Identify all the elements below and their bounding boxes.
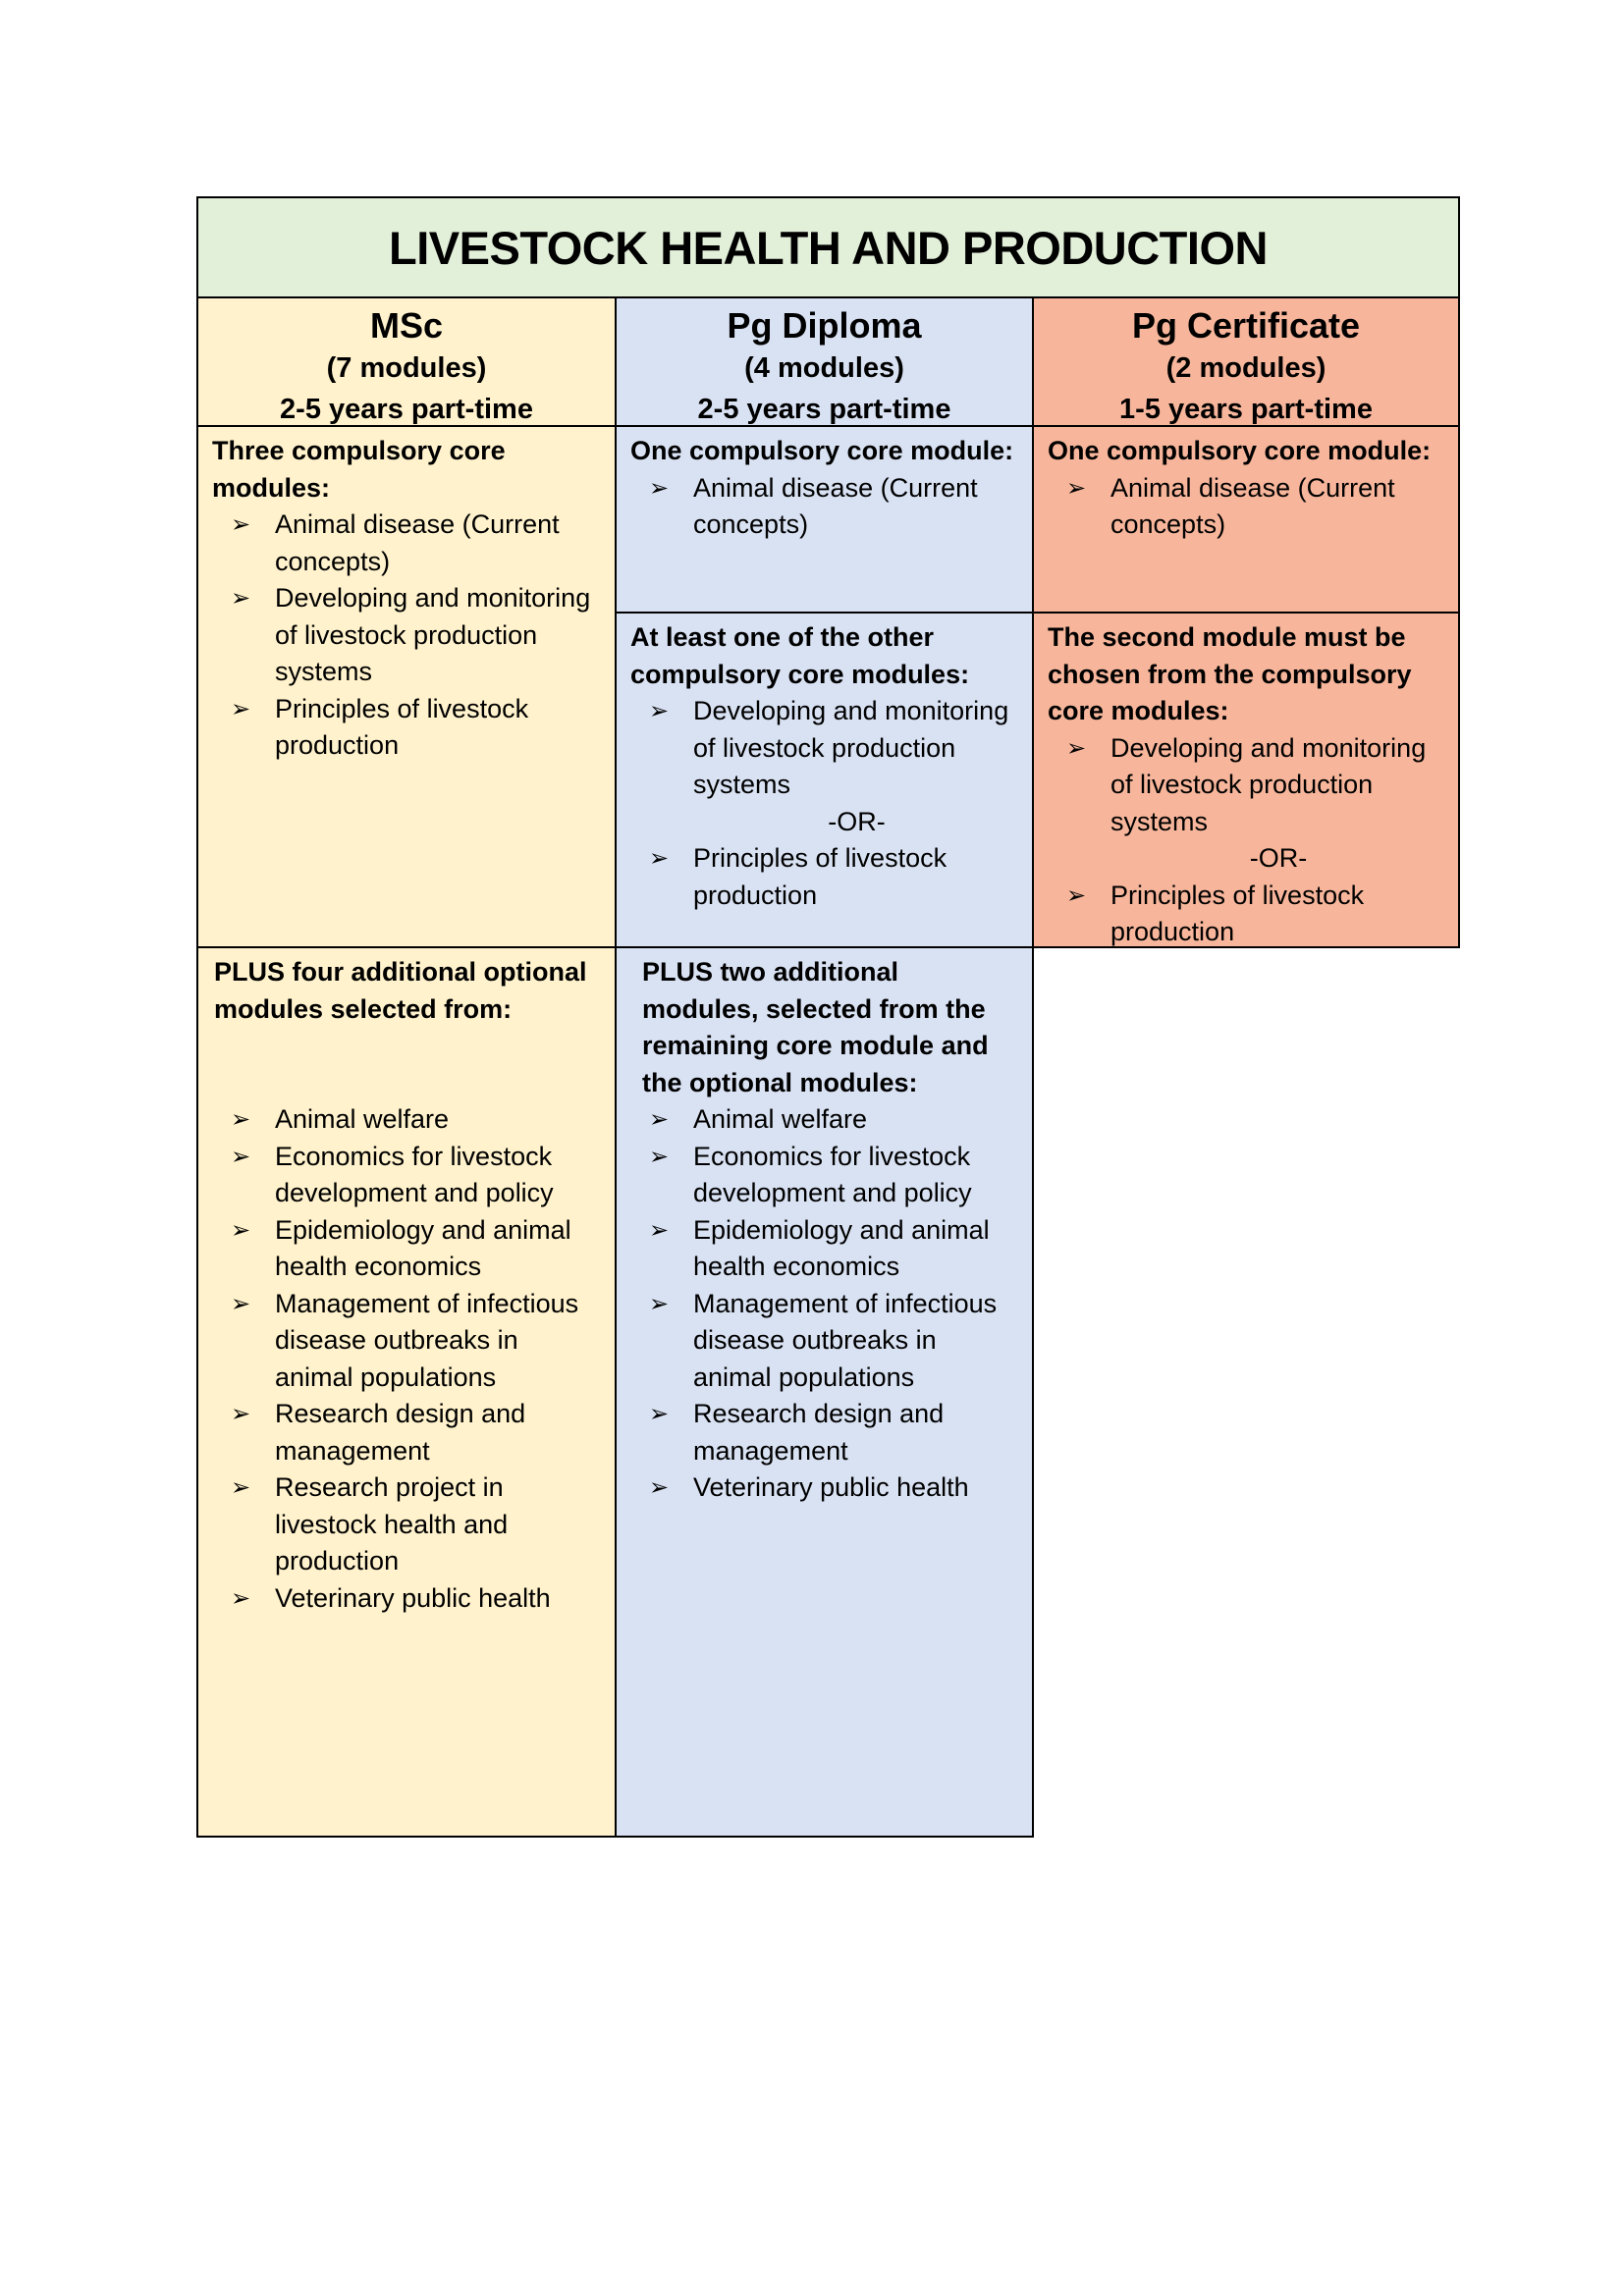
- diploma-core-cell: [615, 425, 1034, 614]
- msc-header: [196, 296, 617, 427]
- certificate-second-list-2: [1048, 878, 1446, 951]
- list-item: ➢ Research design and management: [212, 1396, 603, 1469]
- certificate-modules: (2 modules): [1165, 352, 1326, 384]
- msc-core-list: [212, 507, 603, 765]
- arrow-bullet-icon: ➢: [230, 511, 251, 538]
- msc-modules: (7 modules): [326, 352, 487, 384]
- list-item: ➢ Research project in livestock health and production: [212, 1469, 603, 1580]
- list-item: ➢ Principles of livestock production: [1048, 878, 1446, 951]
- list-item: ➢ Economics for livestock development and policy: [212, 1139, 603, 1212]
- arrow-bullet-icon: ➢: [648, 474, 670, 502]
- list-item: ➢ Developing and monitoring of livestock production systems: [630, 693, 1020, 804]
- arrow-bullet-icon: ➢: [1065, 474, 1087, 502]
- arrow-bullet-icon: ➢: [648, 1290, 670, 1317]
- list-item: ➢ Animal disease (Current concepts): [212, 507, 603, 580]
- spacer: [212, 1028, 603, 1101]
- list-item: ➢ Principles of livestock production: [212, 691, 603, 765]
- diploma-other-list-2: [630, 840, 1020, 914]
- arrow-bullet-icon: ➢: [648, 698, 670, 724]
- arrow-bullet-icon: ➢: [230, 1106, 251, 1133]
- msc-optional-list: [212, 1101, 603, 1617]
- arrow-bullet-icon: ➢: [648, 1474, 670, 1501]
- certificate-name: Pg Certificate: [1131, 305, 1361, 346]
- arrow-bullet-icon: ➢: [230, 1143, 251, 1170]
- certificate-core-cell: [1032, 425, 1460, 614]
- diploma-other-list: [630, 693, 1020, 804]
- list-item: ➢ Management of infectious disease outbreaks in animal populations: [212, 1286, 603, 1397]
- diploma-other-core-cell: [615, 612, 1034, 948]
- diploma-core-list: [630, 470, 1020, 544]
- arrow-bullet-icon: ➢: [230, 1474, 251, 1501]
- msc-name: MSc: [369, 305, 444, 346]
- diploma-modules: (4 modules): [744, 352, 904, 384]
- arrow-bullet-icon: ➢: [648, 845, 670, 872]
- arrow-bullet-icon: ➢: [648, 1143, 670, 1170]
- certificate-second-intro: The second module must be chosen from the compulsory core modules:: [1048, 622, 1412, 725]
- diploma-header: [615, 296, 1034, 427]
- diploma-optional-cell: [615, 946, 1034, 1838]
- certificate-core-list: [1048, 470, 1446, 544]
- diploma-duration: 2-5 years part-time: [697, 394, 951, 425]
- diploma-other-intro: At least one of the other compulsory core modules:: [630, 622, 970, 689]
- msc-core-intro: Three compulsory core modules:: [212, 436, 506, 503]
- arrow-bullet-icon: ➢: [648, 1106, 670, 1133]
- arrow-bullet-icon: ➢: [230, 695, 251, 722]
- list-item: ➢ Developing and monitoring of livestock production systems: [1048, 730, 1446, 841]
- list-item: ➢ Principles of livestock production: [630, 840, 1020, 914]
- certificate-core-intro: One compulsory core module:: [1048, 436, 1432, 465]
- arrow-bullet-icon: ➢: [230, 1290, 251, 1317]
- arrow-bullet-icon: ➢: [230, 585, 251, 612]
- list-item: ➢ Economics for livestock development and policy: [630, 1139, 1020, 1212]
- arrow-bullet-icon: ➢: [648, 1401, 670, 1427]
- list-item: ➢ Management of infectious disease outbreaks in animal populations: [630, 1286, 1020, 1397]
- list-item: ➢ Veterinary public health: [630, 1469, 1020, 1507]
- msc-optional-intro: PLUS four additional optional modules selected from:: [214, 957, 587, 1024]
- arrow-bullet-icon: ➢: [1065, 881, 1087, 909]
- list-item: ➢ Epidemiology and animal health economics: [630, 1212, 1020, 1286]
- diploma-core-intro: One compulsory core module:: [630, 436, 1014, 465]
- msc-duration: 2-5 years part-time: [280, 394, 533, 425]
- arrow-bullet-icon: ➢: [1065, 734, 1087, 762]
- title-banner: [196, 196, 1460, 298]
- diploma-name: Pg Diploma: [727, 305, 922, 346]
- page-title: LIVESTOCK HEALTH AND PRODUCTION: [389, 221, 1268, 274]
- diploma-optional-list: [630, 1101, 1020, 1507]
- arrow-bullet-icon: ➢: [230, 1401, 251, 1427]
- or-separator: -OR-: [1249, 843, 1308, 873]
- list-item: ➢ Animal welfare: [212, 1101, 603, 1139]
- arrow-bullet-icon: ➢: [230, 1584, 251, 1612]
- arrow-bullet-icon: ➢: [230, 1216, 251, 1244]
- list-item: ➢ Research design and management: [630, 1396, 1020, 1469]
- list-item: ➢ Animal disease (Current concepts): [630, 470, 1020, 544]
- certificate-second-cell: [1032, 612, 1460, 948]
- list-item: ➢ Epidemiology and animal health economics: [212, 1212, 603, 1286]
- diploma-optional-intro: PLUS two additional modules, selected from the remaining core module and the optional modules:: [642, 957, 989, 1097]
- list-item: ➢ Developing and monitoring of livestock production systems: [212, 580, 603, 691]
- certificate-header: [1032, 296, 1460, 427]
- msc-core-cell: [196, 425, 617, 948]
- arrow-bullet-icon: ➢: [648, 1216, 670, 1244]
- list-item: ➢ Veterinary public health: [212, 1580, 603, 1618]
- certificate-second-list: [1048, 730, 1446, 841]
- msc-optional-cell: [196, 946, 617, 1838]
- list-item: ➢ Animal disease (Current concepts): [1048, 470, 1446, 544]
- list-item: ➢ Animal welfare: [630, 1101, 1020, 1139]
- or-separator: -OR-: [828, 806, 886, 836]
- certificate-duration: 1-5 years part-time: [1119, 394, 1373, 425]
